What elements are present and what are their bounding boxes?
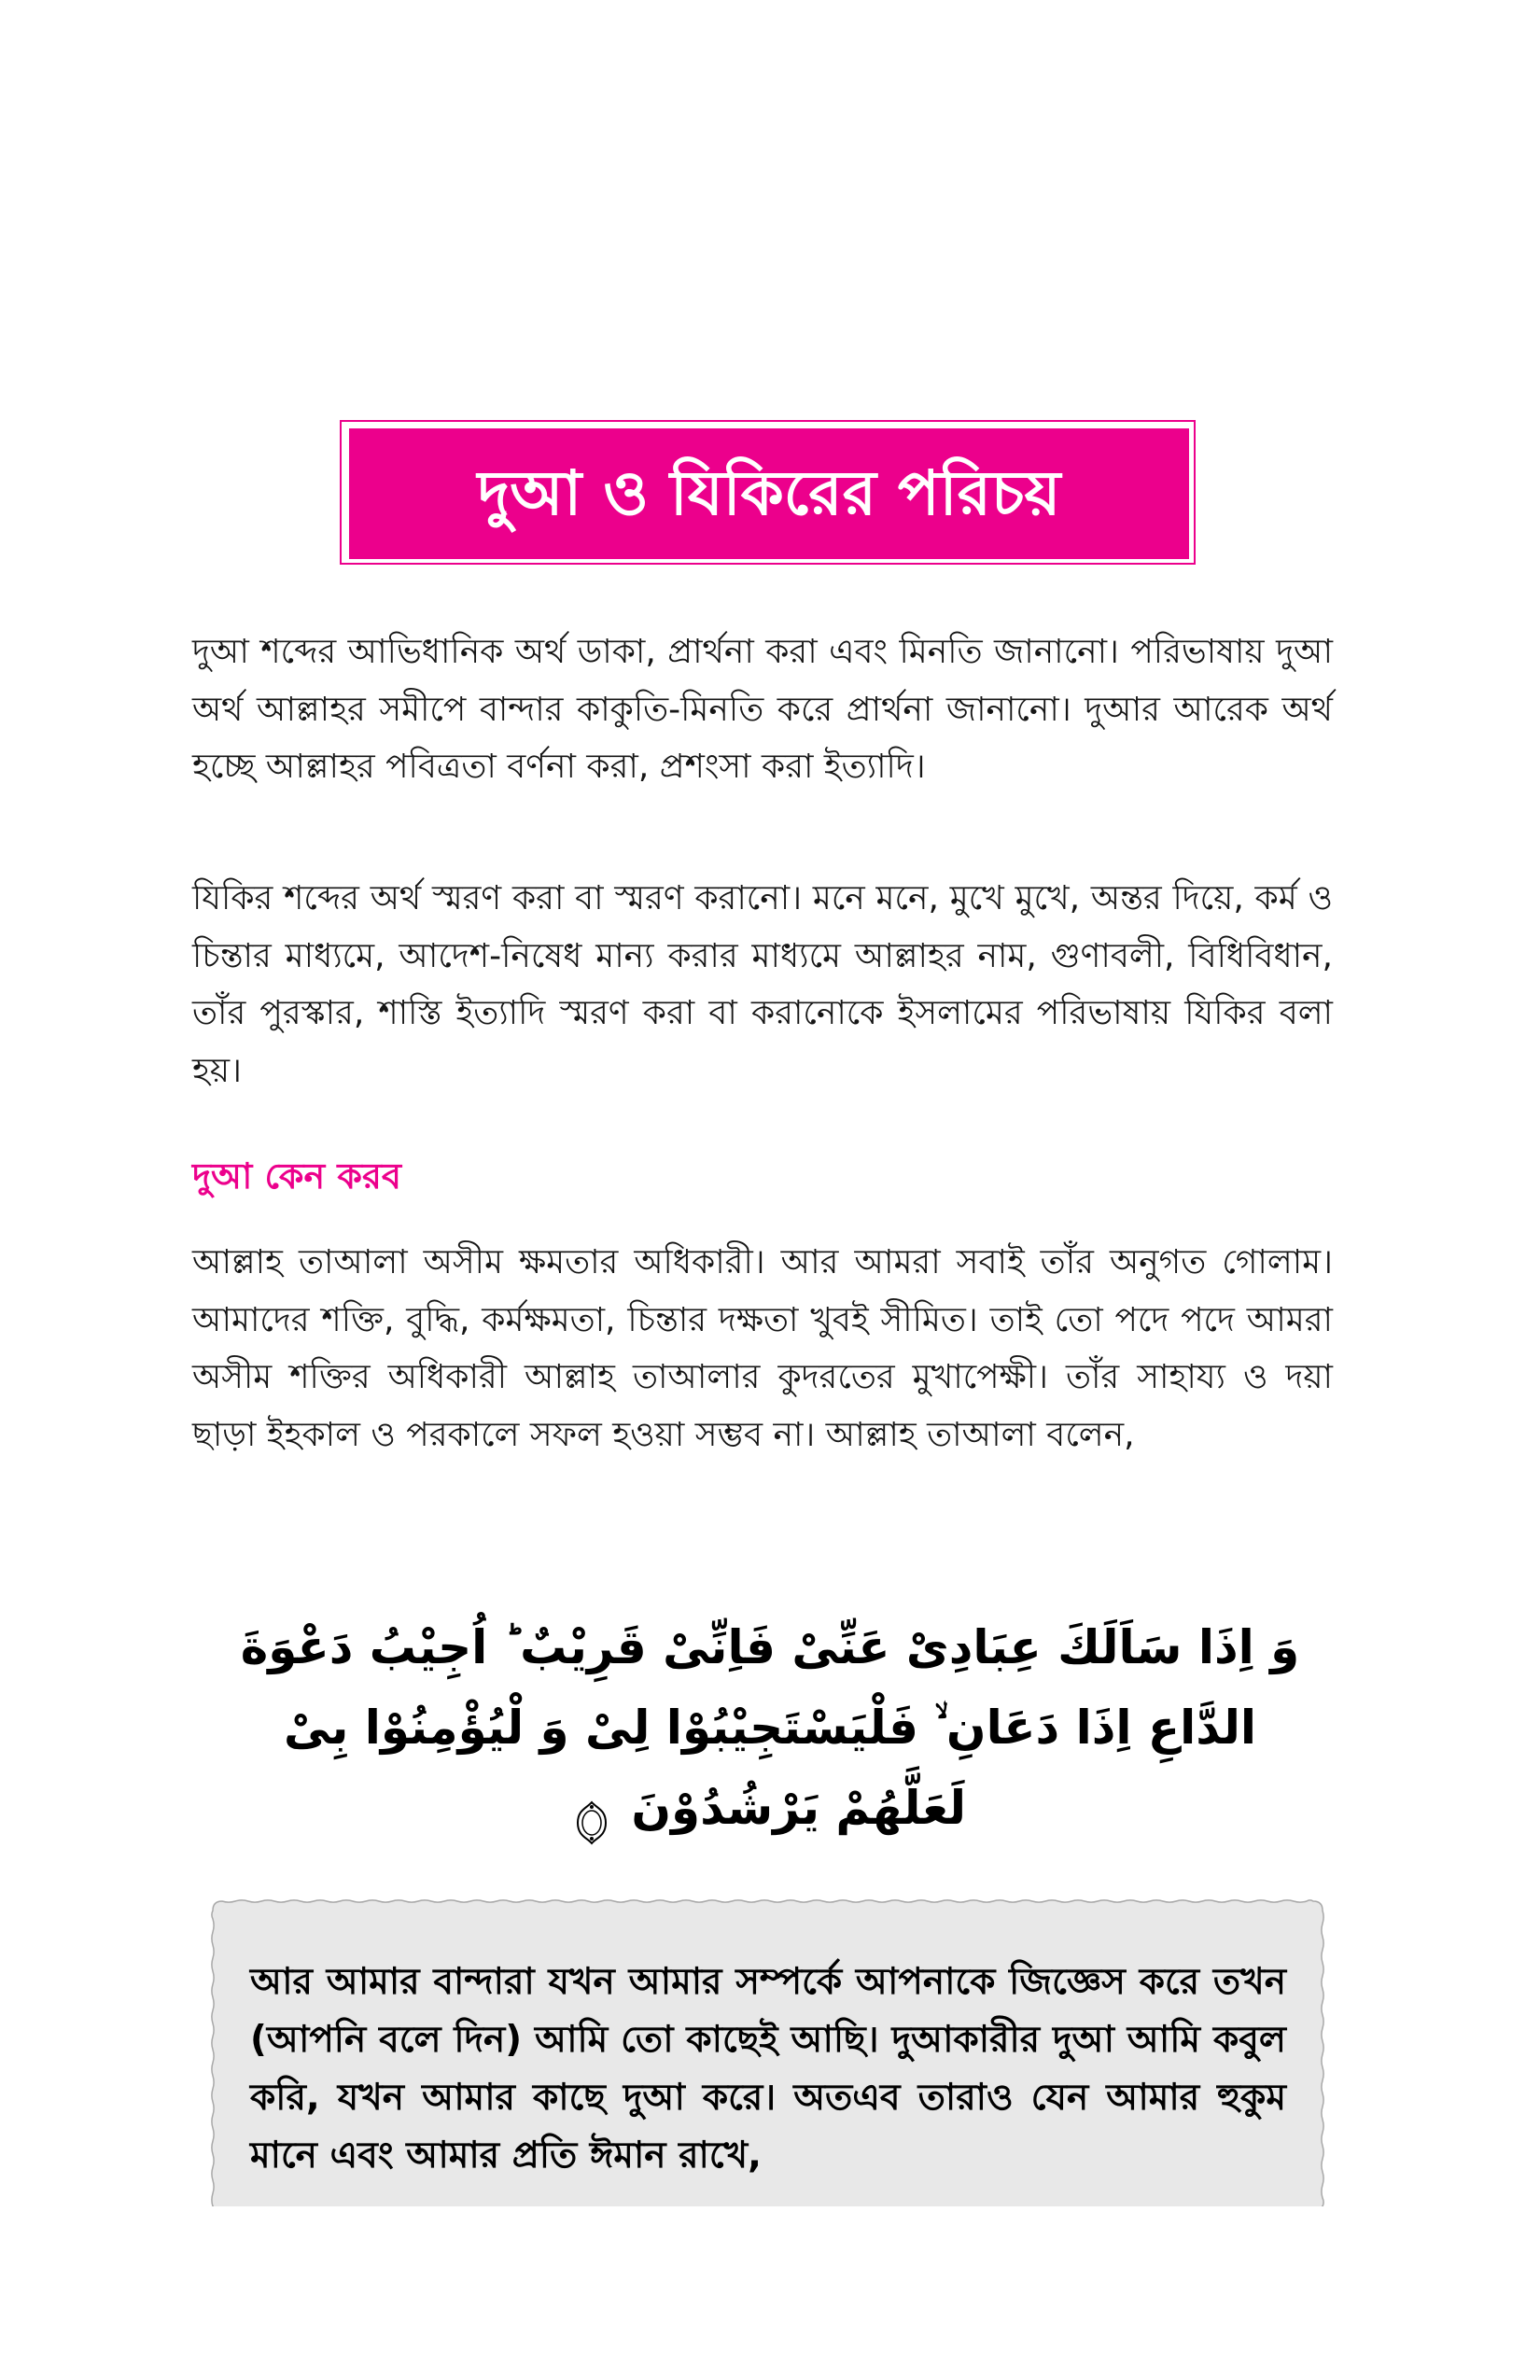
- zikr-definition-paragraph: যিকির শব্দের অর্থ স্মরণ করা বা স্মরণ করানো। মনে মনে, মুখে মুখে, অন্তর দিয়ে, কর্ম ও চিন্তার মাধ্যমে, আদেশ-নিষেধ মান্য করার মাধ্যমে আল্লাহর নাম, গুণাবলী, বিধিবিধান, তাঁর পুরস্কার, শাস্তি ইত্যাদি স্মরণ করা বা করানোকে ইসলামের পরিভাষায় যিকির বলা হয়।: [192, 879, 1333, 1090]
- title-banner: [349, 428, 1189, 559]
- dua-definition-paragraph: দুআ শব্দের আভিধানিক অর্থ ডাকা, প্রার্থনা করা এবং মিনতি জানানো। পরিভাষায় দুআ অর্থ আল্লাহর সমীপে বান্দার কাকুতি-মিনতি করে প্রার্থনা জানানো। দুআর আরেক অর্থ হচ্ছে আল্লাহর পবিত্রতা বর্ণনা করা, প্রশংসা করা ইত্যাদি।: [192, 633, 1333, 786]
- quran-verse: [215, 1607, 1325, 1848]
- section-body-paragraph: আল্লাহ তাআলা অসীম ক্ষমতার অধিকারী। আর আমরা সবাই তাঁর অনুগত গোলাম। আমাদের শক্তি, বুদ্ধি, কর্মক্ষমতা, চিন্তার দক্ষতা খুবই সীমিত। তাই তো পদে পদে আমরা অসীম শক্তির অধিকারী আল্লাহ তাআলার কুদরতের মুখাপেক্ষী। তাঁর সাহায্য ও দয়া ছাড়া ইহকাল ও পরকালে সফল হওয়া সম্ভব না। আল্লাহ তাআলা বলেন,: [192, 1243, 1333, 1454]
- page-title: দুআ ও যিকিরের পরিচয়: [477, 457, 1061, 529]
- ayah-end-ornament-icon: [574, 1789, 609, 1834]
- translation-box-bottom-edge: [214, 2205, 1322, 2206]
- quran-verse-text: وَ اِذَا سَاَلَكَ عِبَادِیْ عَنِّیْ فَاِنِّیْ قَرِیْبٌ ؕ اُجِیْبُ دَعْوَةَ الدَّاعِ اِذَا دَعَانِ ۙ فَلْیَسْتَجِیْبُوْا لِیْ وَ لْیُؤْمِنُوْا بِیْ لَعَلَّهُمْ یَرْشُدُوْنَ: [240, 1620, 1300, 1835]
- translation-text: আর আমার বান্দারা যখন আমার সম্পর্কে আপনাকে জিজ্ঞেস করে তখন (আপনি বলে দিন) আমি তো কাছেই আছি। দুআকারীর দুআ আমি কবুল করি, যখন আমার কাছে দুআ করে। অতএব তারাও যেন আমার হুকুম মানে এবং আমার প্রতি ঈমান রাখে,: [250, 1961, 1286, 2177]
- section-heading: দুআ কেন করব: [192, 1155, 402, 1197]
- translation-box: [209, 1897, 1326, 2206]
